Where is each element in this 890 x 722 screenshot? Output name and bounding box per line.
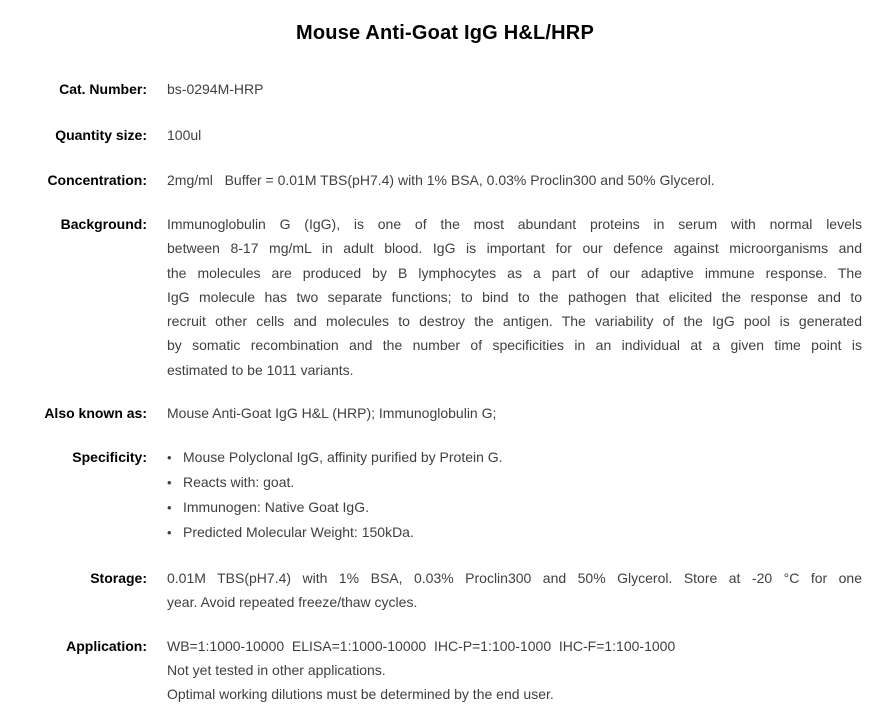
specificity-label: Specificity:	[72, 449, 147, 466]
application-line: Optimal working dilutions must be determined by the end user.	[167, 686, 554, 703]
list-item	[167, 495, 862, 520]
list-item	[167, 445, 862, 470]
list-item-text: Reacts with: goat.	[183, 474, 295, 491]
list-item-text: Mouse Polyclonal IgG, affinity purified by Protein G.	[183, 449, 503, 466]
list-item-text: Predicted Molecular Weight: 150kDa.	[183, 524, 414, 541]
background-line: the molecules are produced by B lymphocytes as a part of our adaptive immune response. The	[167, 264, 862, 281]
field-row-storage	[0, 566, 890, 615]
field-row-application	[0, 634, 890, 707]
background-line: recruit other cells and molecules to destroy the antigen. The variability of the IgG pool is generated	[167, 313, 862, 330]
cat-number-value: bs-0294M-HRP	[167, 81, 264, 97]
background-line: estimated to be 1011 variants.	[167, 361, 354, 378]
background-paragraph	[167, 212, 862, 382]
quantity-size-value: 100ul	[167, 127, 202, 143]
background-line: between 8-17 mg/mL in adult blood. IgG is important for our defence against microorganisms and	[167, 240, 862, 257]
bullet-icon: •	[167, 525, 172, 541]
background-line: by somatic recombination and the number of specificities in an individual at a given time point is	[167, 337, 862, 354]
storage-line: 0.01M TBS(pH7.4) with 1% BSA, 0.03% Proclin300 and 50% Glycerol. Store at -20 °C for one	[167, 570, 862, 587]
bullet-icon: •	[167, 450, 172, 466]
background-line: IgG molecule has two separate functions; to bind to the pathogen that elicited the response and to	[167, 288, 862, 305]
field-row-quantity-size	[0, 123, 890, 147]
concentration-label: Concentration:	[47, 172, 147, 188]
application-paragraph	[167, 634, 862, 707]
cat-number-label: Cat. Number:	[59, 81, 147, 97]
concentration-value: 2mg/ml Buffer = 0.01M TBS(pH7.4) with 1% BSA, 0.03% Proclin300 and 50% Glycerol.	[167, 172, 715, 188]
list-item	[167, 470, 862, 495]
field-row-specificity	[0, 445, 890, 545]
application-line: Not yet tested in other applications.	[167, 661, 386, 678]
background-line: Immunoglobulin G (IgG), is one of the most abundant proteins in serum with normal levels	[167, 216, 862, 232]
application-label: Application:	[66, 637, 147, 654]
field-row-cat-number	[0, 77, 890, 101]
page-title: Mouse Anti-Goat IgG H&L/HRP	[296, 22, 594, 44]
list-item	[167, 520, 862, 545]
also-known-as-label: Also known as:	[44, 405, 147, 422]
quantity-size-label: Quantity size:	[55, 127, 147, 143]
list-item-text: Immunogen: Native Goat IgG.	[183, 499, 369, 516]
storage-label: Storage:	[90, 570, 147, 587]
specificity-bullet-list	[167, 445, 862, 545]
application-line: WB=1:1000-10000 ELISA=1:1000-10000 IHC-P=1:100-1000 IHC-F=1:100-1000	[167, 637, 676, 654]
storage-line: year. Avoid repeated freeze/thaw cycles.	[167, 594, 418, 611]
field-row-also-known-as	[0, 401, 890, 425]
field-row-concentration	[0, 168, 890, 192]
background-label: Background:	[60, 216, 147, 232]
bullet-icon: •	[167, 475, 172, 491]
also-known-as-value: Mouse Anti-Goat IgG H&L (HRP); Immunoglobulin G;	[167, 405, 497, 422]
bullet-icon: •	[167, 500, 172, 516]
storage-paragraph	[167, 566, 862, 615]
field-row-background	[0, 212, 890, 382]
